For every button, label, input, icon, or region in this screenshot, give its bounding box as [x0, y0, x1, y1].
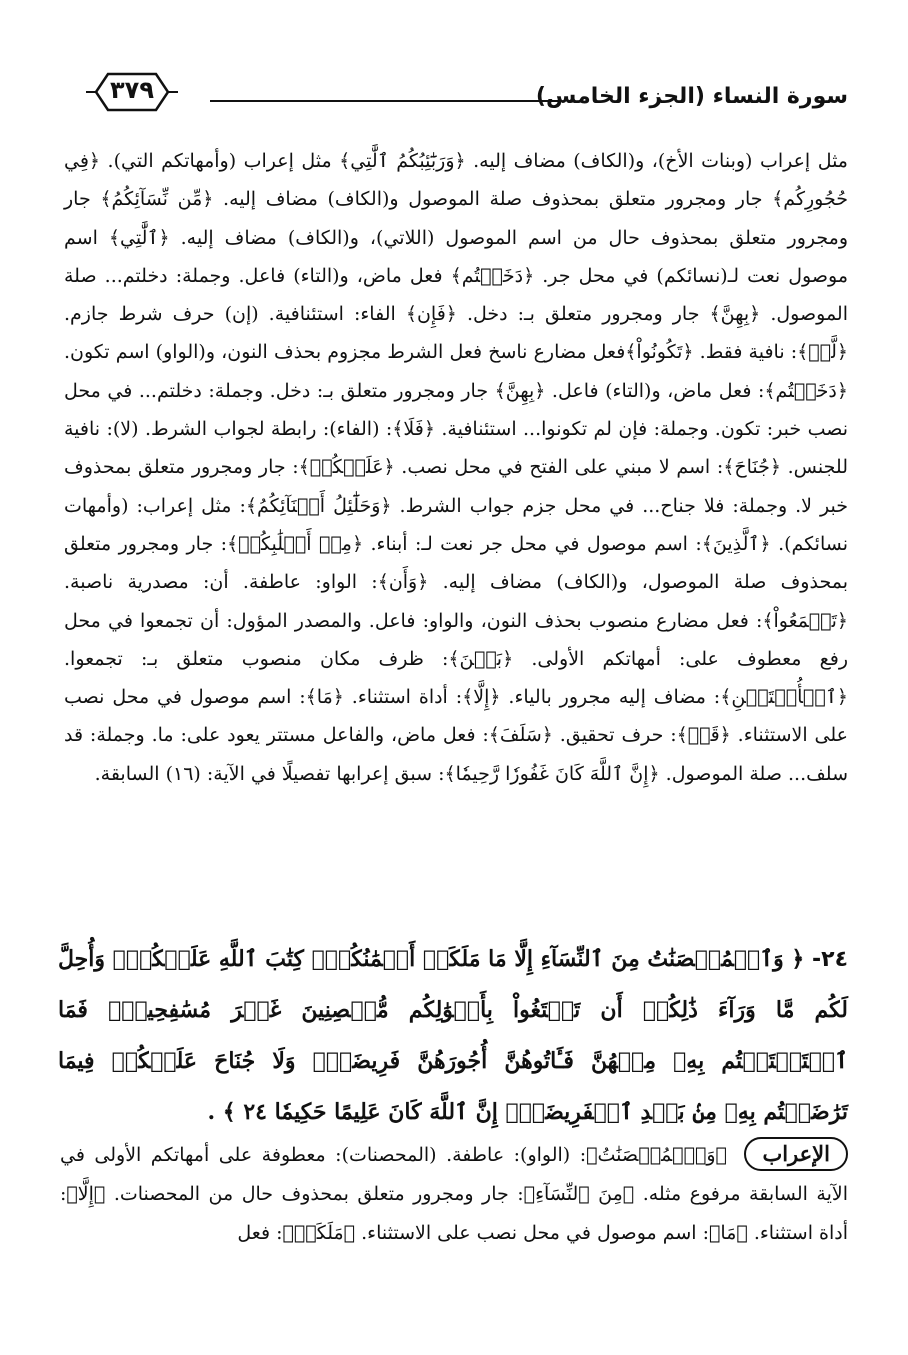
quran-verse — [58, 934, 848, 1138]
verse-number: ٢٤- — [812, 947, 848, 972]
surah-title: سورة النساء (الجزء الخامس) — [535, 84, 848, 109]
commentary-paragraph: مثل إعراب (وبنات الأخ)، و(الكاف) مضاف إليه. ﴿وَرَبَٰٓئِبُكُمُ ٱلَّٰتِي﴾ مثل إعراب (وأمهاتكم التي). ﴿فِي حُجُورِكُم﴾ جار ومجرور متعلق بمحذوف صلة الموصول و(الكاف) مضاف إليه. ﴿مِّن نِّسَآئِكُمُ﴾ جار ومجرور متعلق بمحذوف حال من اسم الموصول (اللاتي)، و(الكاف) مضاف إليه. ﴿ٱلَّٰتِي﴾ اسم موصول نعت لـ(نسائكم) في محل جر. ﴿دَخَلۡتُم﴾ فعل ماض، و(التاء) فاعل. وجملة: دخلتم... صلة الموصول. ﴿بِهِنَّ﴾ جار ومجرور متعلق بـ: دخل. ﴿فَإِن﴾ الفاء: استئنافية. (إن) حرف شرط جازم. ﴿لَّمۡ﴾: نافية فقط. ﴿تَكُونُواْ﴾فعل مضارع ناسخ فعل الشرط مجزوم بحذف النون، و(الواو) اسم تكون. ﴿دَخَلۡتُم﴾: فعل ماض، و(التاء) فاعل. ﴿بِهِنَّ﴾ جار ومجرور متعلق بـ: دخل. وجملة: دخلتم... في محل نصب خبر: تكون. وجملة: فإن لم تكونوا... استئنافية. ﴿فَلَا﴾: (الفاء): رابطة لجواب الشرط. (لا): نافية للجنس. ﴿جُنَاحَ﴾: اسم لا مبني على الفتح في محل نصب. ﴿عَلَيۡكُمۡ﴾: جار ومجرور متعلق بمحذوف خبر لا. وجملة: فلا جناح... في محل جزم جواب الشرط. ﴿وَحَلَٰٓئِلُ أَبۡنَآئِكُمُ﴾: مثل إعراب: (وأمهات نسائكم). ﴿ٱلَّذِينَ﴾: اسم موصول في محل جر نعت لـ: أبناء. ﴿مِنۡ أَصۡلَٰبِكُمۡ﴾: جار ومجرور متعلق بمحذوف صلة الموصول، و(الكاف) مضاف إليه. ﴿وَأَن﴾: الواو: عاطفة. أن: مصدرية ناصبة. ﴿تَجۡمَعُواْ﴾: فعل مضارع منصوب بحذف النون، والواو: فاعل. والمصدر المؤول: أن تجمعوا في محل رفع معطوف على: أمهاتكم الأولى. ﴿بَيۡنَ﴾: ظرف مكان منصوب متعلق بـ: تجمعوا. ﴿ٱلۡأُخۡتَيۡنِ﴾: مضاف إليه مجرور بالياء. ﴿إِلَّا﴾: أداة استثناء. ﴿مَا﴾: اسم موصول في محل نصب على الاستثناء. ﴿قَدۡ﴾: حرف تحقيق. ﴿سَلَفَ﴾: فعل ماض، والفاعل مستتر يعود على: ما. وجملة: قد سلف... صلة الموصول. ﴿إِنَّ ٱللَّهَ كَانَ غَفُورٗا رَّحِيمٗا﴾: سبق إعرابها تفصيلًا في الآية: (١٦) السابقة. — [64, 150, 848, 785]
irab-text: ﴿وَٱلۡمُحۡصَنَٰتُ﴾: (الواو): عاطفة. (المحصنات): معطوفة على أمهاتكم الأولى في الآية السابقة مرفوع مثله. ﴿مِنَ ٱلنِّسَآءِ﴾: جار ومجرور متعلق بمحذوف حال من المحصنات. ﴿إِلَّا﴾: أداة استثناء. ﴿مَا﴾: اسم موصول في محل نصب على الاستثناء. ﴿مَلَكَتۡ﴾: فعل — [60, 1144, 848, 1244]
verse-text: ﴿ وَٱلۡمُحۡصَنَٰتُ مِنَ ٱلنِّسَآءِ إِلَّا مَا مَلَكَتۡ أَيۡمَٰنُكُمۡۖ كِتَٰبَ ٱللَّهِ عَلَيۡكُمۡۚ وَأُحِلَّ لَكُم مَّا وَرَآءَ ذَٰلِكُمۡ أَن تَبۡتَغُواْ بِأَمۡوَٰلِكُم مُّحۡصِنِينَ غَيۡرَ مُسَٰفِحِينَۚ فَمَا ٱسۡتَمۡتَعۡتُم بِهِۦ مِنۡهُنَّ فَـَٔاتُوهُنَّ أُجُورَهُنَّ فَرِيضَةٗۚ وَلَا جُنَاحَ عَلَيۡكُمۡ فِيمَا تَرَٰضَيۡتُم بِهِۦ مِنۢ بَعۡدِ ٱلۡفَرِيضَةِۚ إِنَّ ٱللَّهَ كَانَ عَلِيمًا حَكِيمٗا ٢٤ ﴾ . — [58, 946, 848, 1125]
page-number-frame — [82, 70, 182, 114]
page-number: ٣٧٩ — [110, 76, 154, 104]
page-header — [70, 66, 848, 122]
irab-badge: الإعراب — [744, 1137, 848, 1171]
irab-section — [60, 1136, 848, 1253]
header-rule — [210, 100, 558, 102]
